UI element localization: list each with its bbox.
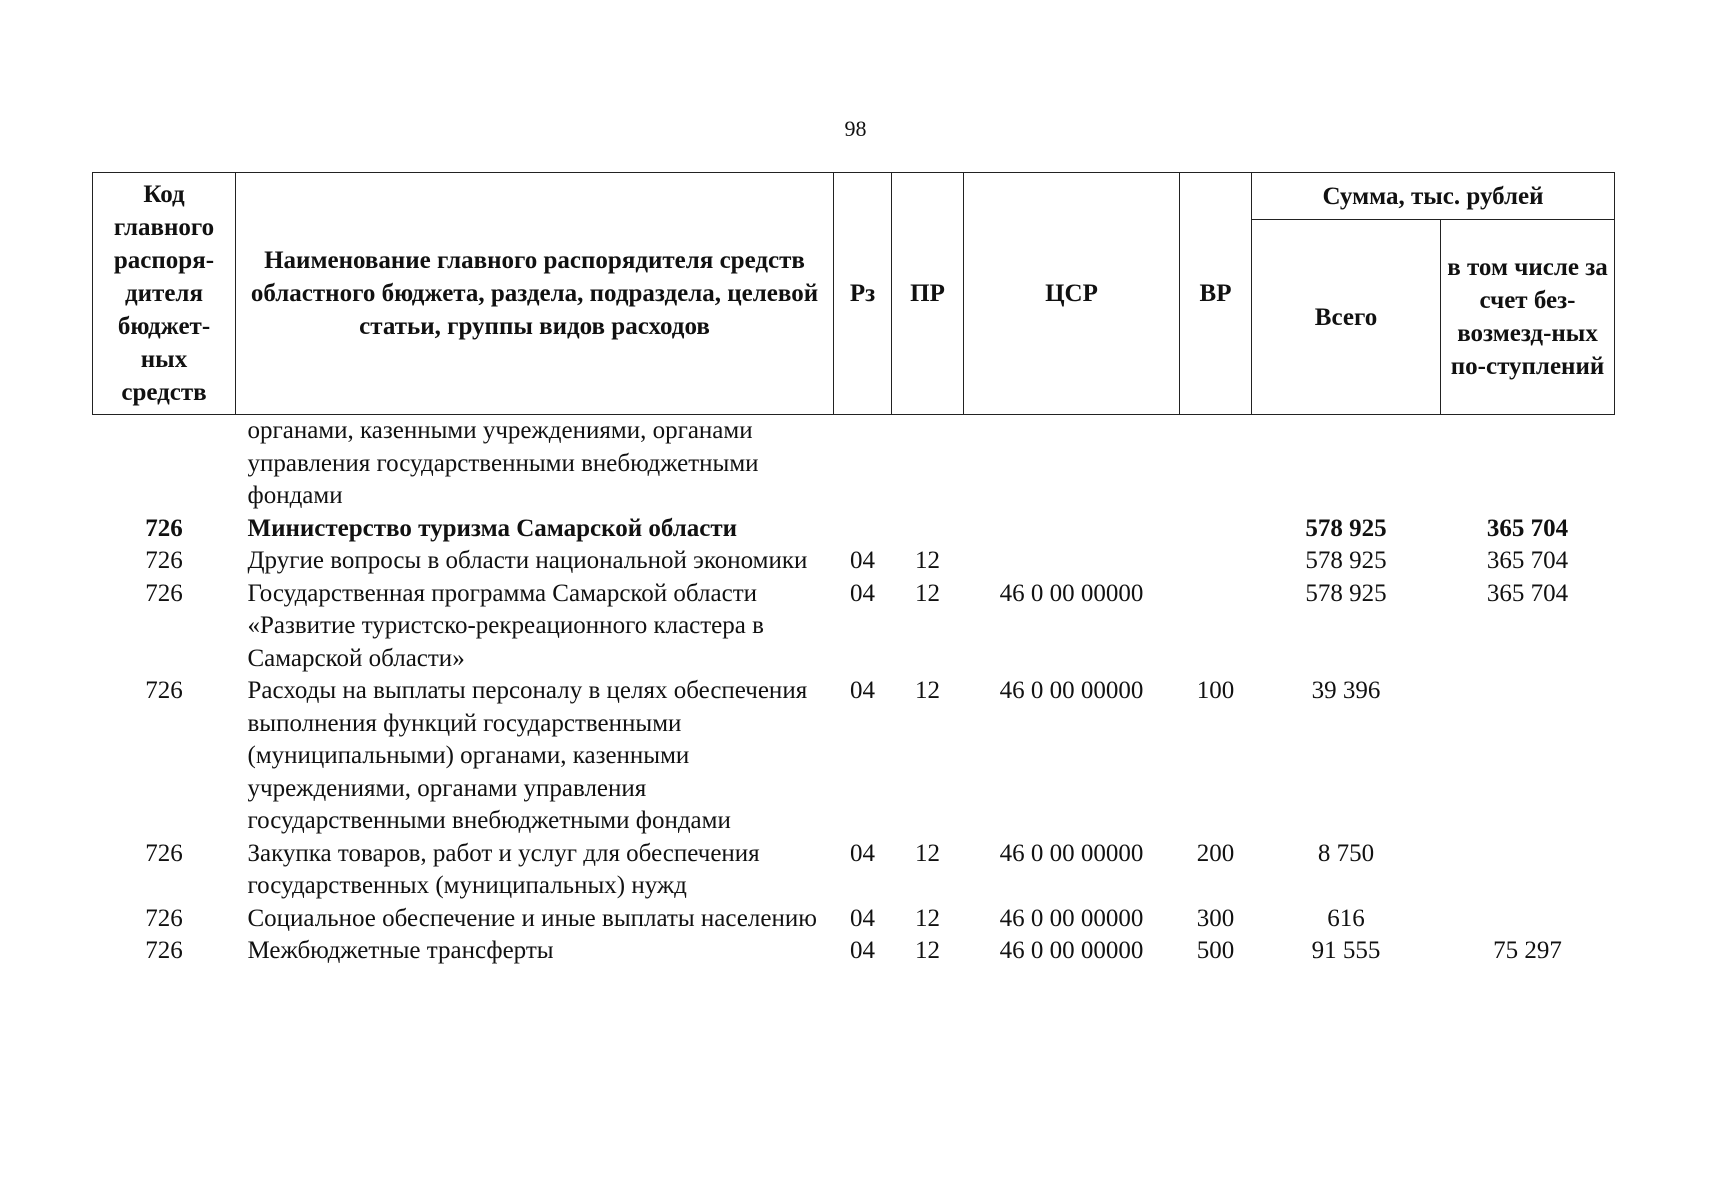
table-row bbox=[93, 903, 1615, 936]
cell-name: Социальное обеспечение и иные выплаты населению bbox=[247, 904, 817, 932]
cell-pr: 12 bbox=[915, 547, 940, 574]
cell-csr: 46 0 00 00000 bbox=[999, 904, 1144, 932]
cell-pr: 12 bbox=[915, 937, 940, 964]
table-row bbox=[93, 578, 1615, 676]
page-number: 98 bbox=[844, 116, 867, 141]
cell-code bbox=[93, 415, 236, 513]
cell-name: Расходы на выплаты персоналу в целях обеспечения выполнения функций государственными (муниципальными) органами, казенными учреждениями, органами управления государственными внебюджетными фондами bbox=[247, 677, 808, 834]
cell-free: 365 704 bbox=[1486, 547, 1569, 574]
cell-code: 726 bbox=[145, 547, 183, 574]
table-row bbox=[93, 545, 1615, 578]
cell-vr bbox=[1180, 578, 1252, 676]
table-row bbox=[93, 513, 1615, 546]
table-row bbox=[93, 838, 1615, 903]
cell-name: органами, казенными учреждениями, органами управления государственными внебюджетными фондами bbox=[247, 417, 759, 509]
cell-vr: 100 bbox=[1196, 677, 1235, 704]
cell-vr bbox=[1180, 545, 1252, 578]
table-row bbox=[93, 675, 1615, 838]
cell-csr: 46 0 00 00000 bbox=[999, 579, 1144, 607]
cell-pr bbox=[892, 415, 964, 513]
cell-code: 726 bbox=[145, 937, 183, 964]
cell-name: Межбюджетные трансферты bbox=[247, 937, 554, 964]
cell-total bbox=[1252, 415, 1441, 513]
cell-name: Министерство туризма Самарской области bbox=[247, 514, 738, 542]
cell-total: 91 555 bbox=[1311, 937, 1381, 964]
cell-csr: 46 0 00 00000 bbox=[999, 677, 1144, 704]
cell-total: 578 925 bbox=[1305, 514, 1387, 542]
cell-rz bbox=[834, 415, 892, 513]
cell-name: Государственная программа Самарской области «Развитие туристско-рекреационного кластера в Самарской области» bbox=[247, 579, 764, 672]
budget-table bbox=[92, 172, 1615, 968]
cell-rz: 04 bbox=[850, 579, 875, 607]
cell-code: 726 bbox=[145, 514, 183, 542]
cell-pr: 12 bbox=[915, 677, 940, 704]
header-rz: Рз bbox=[834, 173, 892, 415]
table-body bbox=[93, 415, 1615, 968]
cell-rz: 04 bbox=[850, 547, 875, 574]
cell-total: 578 925 bbox=[1305, 547, 1387, 574]
cell-total: 578 925 bbox=[1305, 579, 1387, 607]
header-csr: ЦСР bbox=[964, 173, 1180, 415]
cell-free: 365 704 bbox=[1486, 579, 1569, 607]
cell-total: 8 750 bbox=[1317, 839, 1375, 867]
header-pr: ПР bbox=[892, 173, 964, 415]
header-code: Код главного распоря-дителя бюджет-ных средств bbox=[93, 173, 236, 415]
cell-vr: 500 bbox=[1196, 937, 1235, 964]
cell-rz: 04 bbox=[850, 937, 875, 964]
cell-csr bbox=[964, 545, 1180, 578]
cell-name: Другие вопросы в области национальной экономики bbox=[247, 547, 808, 574]
cell-name: Закупка товаров, работ и услуг для обеспечения государственных (муниципальных) нужд bbox=[247, 839, 760, 899]
header-free: в том числе за счет без-возмезд-ных по-ступлений bbox=[1441, 220, 1615, 415]
cell-csr: 46 0 00 00000 bbox=[999, 937, 1144, 964]
cell-free bbox=[1441, 675, 1615, 838]
cell-vr bbox=[1180, 415, 1252, 513]
cell-code: 726 bbox=[145, 677, 183, 704]
cell-free bbox=[1441, 838, 1615, 903]
cell-vr: 200 bbox=[1196, 839, 1235, 867]
cell-total: 616 bbox=[1327, 904, 1365, 932]
header-sum: Сумма, тыс. рублей bbox=[1252, 173, 1615, 220]
cell-pr: 12 bbox=[915, 904, 940, 932]
cell-pr: 12 bbox=[915, 579, 940, 607]
cell-csr: 46 0 00 00000 bbox=[999, 839, 1144, 867]
header-total: Всего bbox=[1252, 220, 1441, 415]
header-name: Наименование главного распорядителя средств областного бюджета, раздела, подраздела, целевой статьи, группы видов расходов bbox=[236, 173, 834, 415]
table-row bbox=[93, 935, 1615, 968]
cell-pr: 12 bbox=[915, 839, 940, 867]
cell-rz: 04 bbox=[850, 904, 875, 932]
cell-rz bbox=[834, 513, 892, 546]
cell-pr bbox=[892, 513, 964, 546]
table-row bbox=[93, 415, 1615, 513]
cell-vr: 300 bbox=[1196, 904, 1235, 932]
cell-code: 726 bbox=[145, 839, 183, 867]
cell-code: 726 bbox=[145, 579, 183, 607]
cell-free bbox=[1441, 903, 1615, 936]
cell-free: 365 704 bbox=[1486, 514, 1569, 542]
cell-csr bbox=[964, 513, 1180, 546]
cell-vr bbox=[1180, 513, 1252, 546]
cell-free: 75 297 bbox=[1493, 937, 1562, 964]
cell-rz: 04 bbox=[850, 677, 875, 704]
cell-free bbox=[1441, 415, 1615, 513]
cell-total: 39 396 bbox=[1311, 677, 1381, 704]
cell-code: 726 bbox=[145, 904, 183, 932]
cell-rz: 04 bbox=[850, 839, 875, 867]
table-header bbox=[93, 173, 1615, 415]
header-vr: ВР bbox=[1180, 173, 1252, 415]
cell-csr bbox=[964, 415, 1180, 513]
